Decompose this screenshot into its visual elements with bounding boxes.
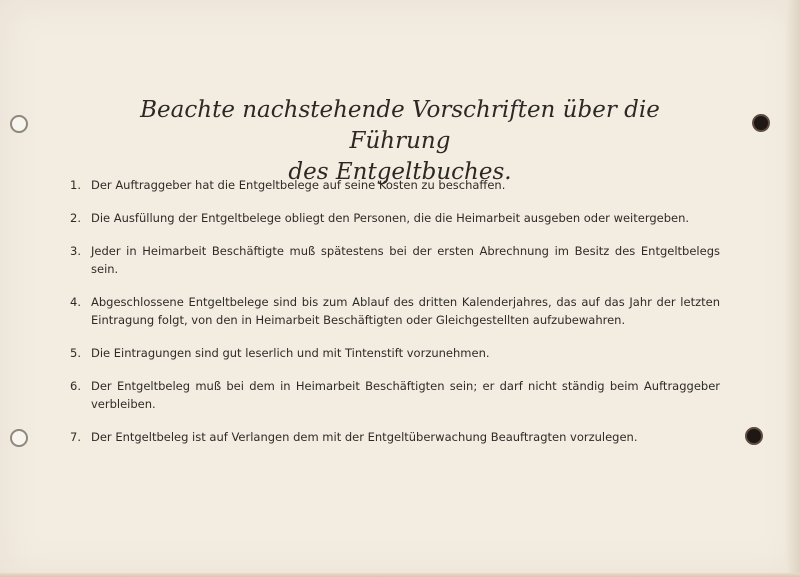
rule-text-3: Jeder in Heimarbeit Beschäftigte muß spätestens bei der ersten Abrechnung im Besitz des Entgeltbelegs sein. [91, 244, 720, 276]
rule-number-6: 6. [70, 379, 81, 393]
rule-number-5: 5. [70, 346, 81, 360]
rule-item-4 [70, 293, 720, 329]
rule-text-6: Der Entgeltbeleg muß bei dem in Heimarbeit Beschäftigten sein; er darf nicht ständig beim Auftraggeber verbleiben. [91, 379, 720, 411]
rule-text-2: Die Ausfüllung der Entgeltbelege obliegt den Personen, die die Heimarbeit ausgeben oder weitergeben. [91, 211, 690, 225]
binding-hole-left-bottom [10, 429, 28, 447]
rule-number-3: 3. [70, 244, 81, 258]
rule-number-2: 2. [70, 211, 81, 225]
binding-hole-left-top [10, 115, 28, 133]
page-title-line-1: Beachte nachstehende Vorschriften über die Führung [140, 97, 660, 154]
page-edge-right [786, 0, 800, 577]
rule-item-3 [70, 242, 720, 278]
rule-item-1 [70, 176, 720, 194]
rule-text-4: Abgeschlossene Entgeltbelege sind bis zum Ablauf des dritten Kalenderjahres, das auf das Jahr der letzten Eintragung folgt, von den in Heimarbeit Beschäftigten oder Gleichgestellten aufzubewahren. [91, 295, 720, 327]
rule-item-6 [70, 377, 720, 413]
rule-text-1: Der Auftraggeber hat die Entgeltbelege auf seine Kosten zu beschaffen. [91, 178, 506, 192]
rule-item-5 [70, 344, 720, 362]
rule-item-2 [70, 209, 720, 227]
binding-hole-right-bottom [745, 427, 763, 445]
page-title-line-2: des Entgeltbuches. [288, 159, 512, 185]
rule-text-7: Der Entgeltbeleg ist auf Verlangen dem mit der Entgeltüberwachung Beauftragten vorzulegen. [91, 430, 638, 444]
binding-hole-right-top [752, 114, 770, 132]
rule-number-4: 4. [70, 295, 81, 309]
rule-number-1: 1. [70, 178, 81, 192]
rule-text-5: Die Eintragungen sind gut leserlich und mit Tintenstift vorzunehmen. [91, 346, 490, 360]
rules-list [70, 176, 720, 461]
rule-number-7: 7. [70, 430, 81, 444]
page-title [90, 95, 710, 188]
page-edge-bottom [0, 573, 800, 577]
rule-item-7 [70, 428, 720, 446]
